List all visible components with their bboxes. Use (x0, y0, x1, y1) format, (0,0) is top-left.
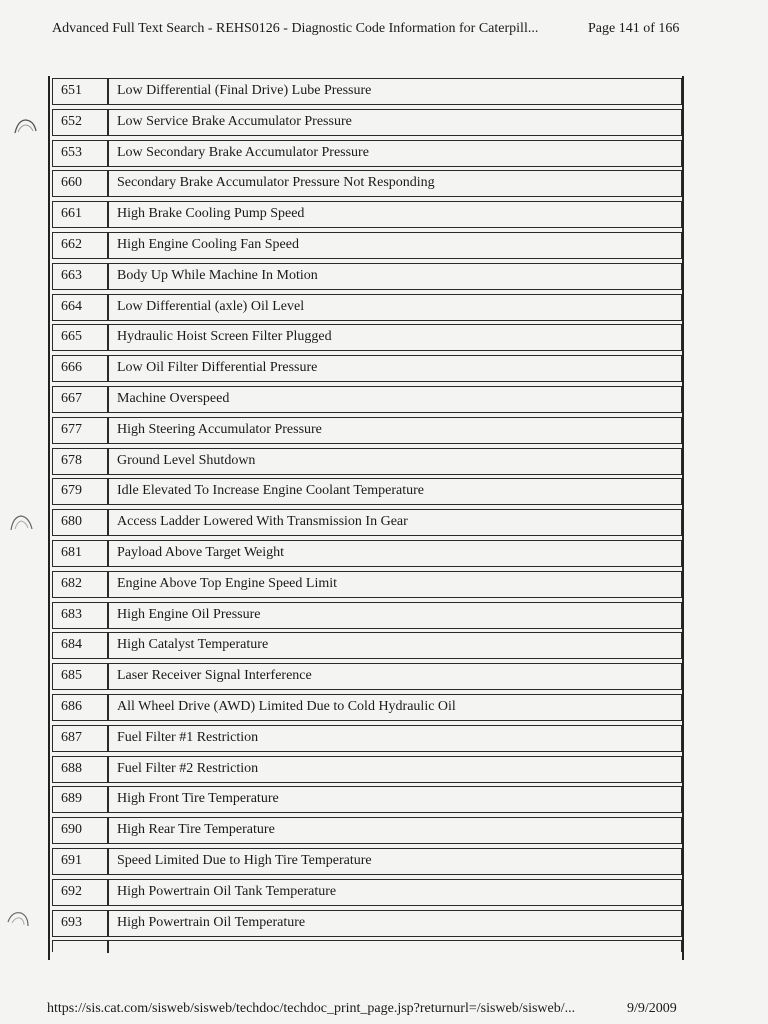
diagnostic-code: 687 (61, 729, 82, 745)
column-divider (107, 879, 109, 906)
column-divider (107, 786, 109, 813)
header-title: Advanced Full Text Search - REHS0126 - Diagnostic Code Information for Caterpill... (52, 21, 539, 36)
table-row (52, 602, 682, 629)
code-description: Laser Receiver Signal Interference (117, 668, 312, 684)
diagnostic-code: 691 (61, 853, 82, 868)
diagnostic-code: 686 (61, 699, 82, 714)
column-divider (107, 632, 109, 659)
table-row (52, 478, 682, 505)
code-description: Low Secondary Brake Accumulator Pressure (117, 144, 369, 160)
column-divider (107, 910, 109, 937)
diagnostic-code: 679 (61, 483, 82, 499)
column-divider (107, 140, 109, 167)
column-divider (107, 540, 109, 567)
code-description: Speed Limited Due to High Tire Temperature (117, 853, 372, 868)
column-divider (107, 509, 109, 536)
column-divider (107, 756, 109, 783)
diagnostic-code: 678 (61, 452, 82, 468)
table-row (52, 509, 682, 536)
diagnostic-code: 667 (61, 391, 82, 406)
table-row (52, 417, 682, 444)
code-description: Low Oil Filter Differential Pressure (117, 360, 318, 376)
table-row (52, 571, 682, 598)
diagnostic-code: 665 (61, 329, 82, 345)
code-description: Engine Above Top Engine Speed Limit (117, 575, 338, 591)
page-number: Page 141 of 166 (588, 21, 680, 36)
column-divider (107, 386, 109, 413)
code-description: High Catalyst Temperature (117, 637, 269, 653)
code-description: Body Up While Machine In Motion (117, 267, 318, 283)
column-divider (107, 232, 109, 259)
table-row-partial (52, 940, 682, 952)
table-row (52, 201, 682, 228)
code-description: Fuel Filter #1 Restriction (117, 729, 259, 745)
code-description: All Wheel Drive (AWD) Limited Due to Cold Hydraulic Oil (117, 699, 456, 714)
diagnostic-code: 688 (61, 760, 82, 776)
diagnostic-code: 660 (61, 175, 82, 191)
page-footer (47, 1001, 707, 1017)
table-row (52, 694, 682, 721)
diagnostic-code: 692 (61, 883, 82, 899)
diagnostic-code: 652 (61, 113, 82, 129)
code-description: Machine Overspeed (117, 391, 230, 406)
table-row (52, 355, 682, 382)
diagnostic-code: 684 (61, 637, 82, 653)
diagnostic-code: 663 (61, 267, 82, 283)
column-divider (107, 663, 109, 690)
column-divider (107, 201, 109, 228)
code-description: High Steering Accumulator Pressure (117, 421, 322, 437)
table-left-border (48, 76, 50, 960)
table-row (52, 78, 682, 105)
code-description: Access Ladder Lowered With Transmission In Gear (117, 514, 408, 530)
table-row (52, 294, 682, 321)
punch-hole-mark (12, 116, 38, 138)
code-description: High Powertrain Oil Tank Temperature (117, 883, 337, 899)
column-divider (107, 478, 109, 505)
code-description: Low Differential (axle) Oil Level (117, 298, 305, 314)
diagnostic-code: 689 (61, 791, 82, 807)
table-row (52, 324, 682, 351)
diagnostic-code: 680 (61, 514, 82, 530)
code-description: Low Differential (Final Drive) Lube Pressure (117, 83, 372, 98)
diagnostic-code: 653 (61, 144, 82, 160)
diagnostic-code: 661 (61, 206, 82, 222)
page-header (52, 21, 692, 37)
table-row (52, 910, 682, 937)
code-description: High Rear Tire Temperature (117, 822, 275, 838)
table-row (52, 786, 682, 813)
table-row (52, 663, 682, 690)
table-row (52, 632, 682, 659)
code-description: High Engine Cooling Fan Speed (117, 237, 299, 252)
diagnostic-code: 683 (61, 606, 82, 622)
code-description: Hydraulic Hoist Screen Filter Plugged (117, 329, 332, 345)
table-row (52, 170, 682, 197)
column-divider (107, 170, 109, 197)
diagnostic-code: 693 (61, 914, 82, 930)
column-divider (107, 78, 109, 105)
code-description: High Front Tire Temperature (117, 791, 279, 807)
code-description: Payload Above Target Weight (117, 545, 285, 560)
code-description: High Brake Cooling Pump Speed (117, 206, 305, 222)
diagnostic-code: 664 (61, 298, 82, 314)
code-description: Fuel Filter #2 Restriction (117, 760, 259, 776)
code-description: High Engine Oil Pressure (117, 606, 261, 622)
column-divider (107, 324, 109, 351)
table-row (52, 817, 682, 844)
table-row (52, 109, 682, 136)
diagnostic-code: 666 (61, 360, 82, 376)
code-description: Ground Level Shutdown (117, 452, 256, 468)
column-divider (107, 817, 109, 844)
table-row (52, 848, 682, 875)
print-date: 9/9/2009 (627, 1001, 677, 1016)
table-row (52, 140, 682, 167)
table-row (52, 448, 682, 475)
column-divider (107, 725, 109, 752)
table-row (52, 386, 682, 413)
footer-url: https://sis.cat.com/sisweb/sisweb/techdoc/techdoc_print_page.jsp?returnurl=/sisweb/sisweb/... (47, 1001, 576, 1016)
column-divider (107, 448, 109, 475)
diagnostic-code: 677 (61, 421, 82, 437)
punch-hole-mark (8, 512, 34, 534)
column-divider (107, 848, 109, 875)
table-row (52, 725, 682, 752)
column-divider (107, 602, 109, 629)
column-divider (107, 109, 109, 136)
table-row (52, 879, 682, 906)
diagnostic-code: 681 (61, 545, 82, 560)
code-description: Idle Elevated To Increase Engine Coolant Temperature (117, 483, 424, 499)
table-row (52, 232, 682, 259)
table-right-border (682, 76, 684, 960)
table-row (52, 540, 682, 567)
diagnostic-code: 651 (61, 83, 82, 98)
code-description: High Powertrain Oil Temperature (117, 914, 306, 930)
column-divider (107, 940, 109, 953)
punch-hole-mark (6, 908, 32, 930)
diagnostic-code: 685 (61, 668, 82, 684)
column-divider (107, 417, 109, 444)
diagnostic-code: 682 (61, 575, 82, 591)
column-divider (107, 571, 109, 598)
diagnostic-code: 690 (61, 822, 82, 838)
table-row (52, 263, 682, 290)
column-divider (107, 263, 109, 290)
column-divider (107, 294, 109, 321)
code-description: Secondary Brake Accumulator Pressure Not Responding (117, 175, 435, 191)
diagnostic-code-table (48, 76, 686, 960)
column-divider (107, 355, 109, 382)
table-row (52, 756, 682, 783)
diagnostic-code: 662 (61, 237, 82, 252)
code-description: Low Service Brake Accumulator Pressure (117, 113, 352, 129)
column-divider (107, 694, 109, 721)
